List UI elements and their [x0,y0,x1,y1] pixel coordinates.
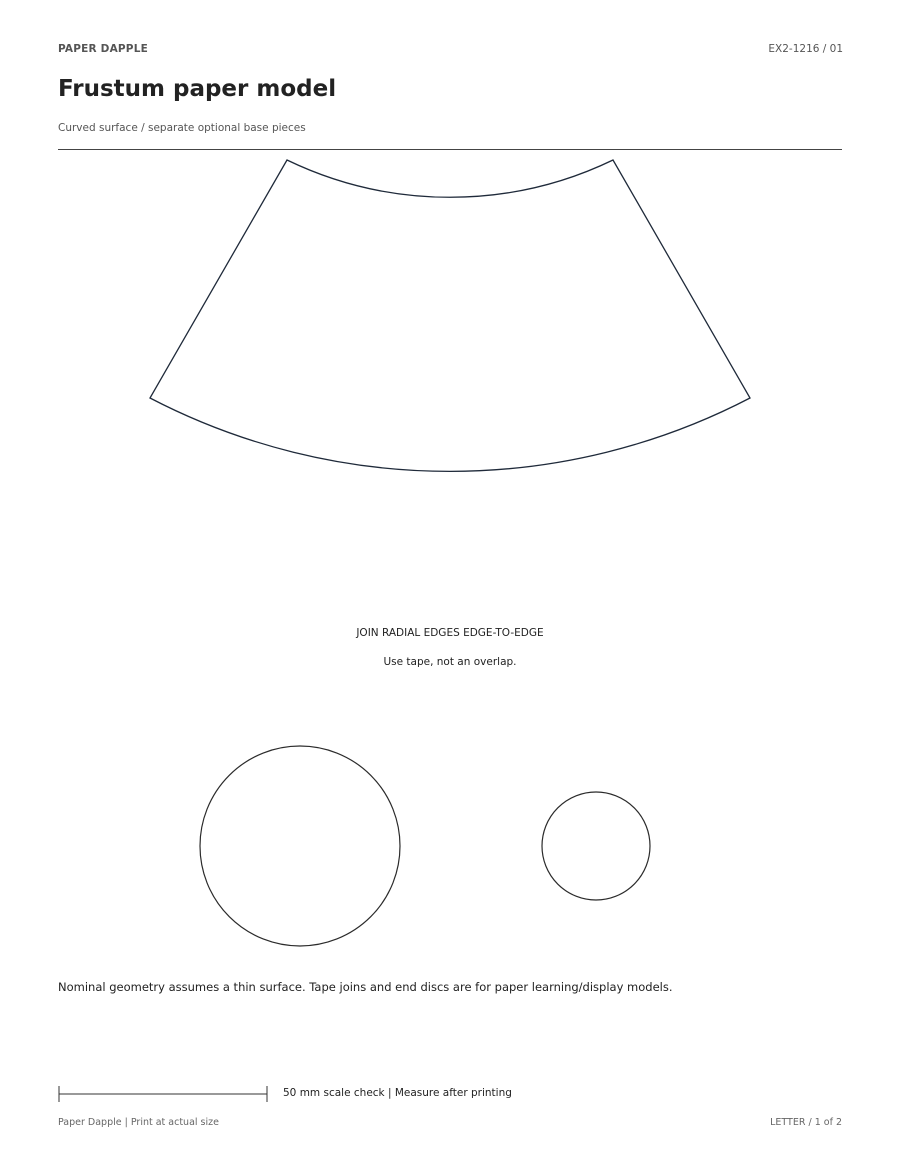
small-base-disc [542,792,650,900]
page-title: Frustum paper model [58,76,337,102]
assembly-instruction-title: JOIN RADIAL EDGES EDGE-TO-EDGE [356,627,544,639]
assembly-instruction-note: Use tape, not an overlap. [383,656,517,668]
page-subtitle: Curved surface / separate optional base pieces [58,122,306,134]
footer-left-text: Paper Dapple | Print at actual size [58,1117,219,1128]
geometry-disclaimer: Nominal geometry assumes a thin surface. Tape joins and end discs are for paper learning/display models. [58,980,673,994]
footer-page-info: LETTER / 1 of 2 [770,1117,842,1128]
document-id: EX2-1216 / 01 [768,43,843,55]
large-base-disc [200,746,400,946]
frustum-surface-net [150,160,750,471]
scale-check-label: 50 mm scale check | Measure after printing [283,1087,512,1099]
scale-bar [59,1086,267,1102]
brand-name: PAPER DAPPLE [58,43,148,55]
